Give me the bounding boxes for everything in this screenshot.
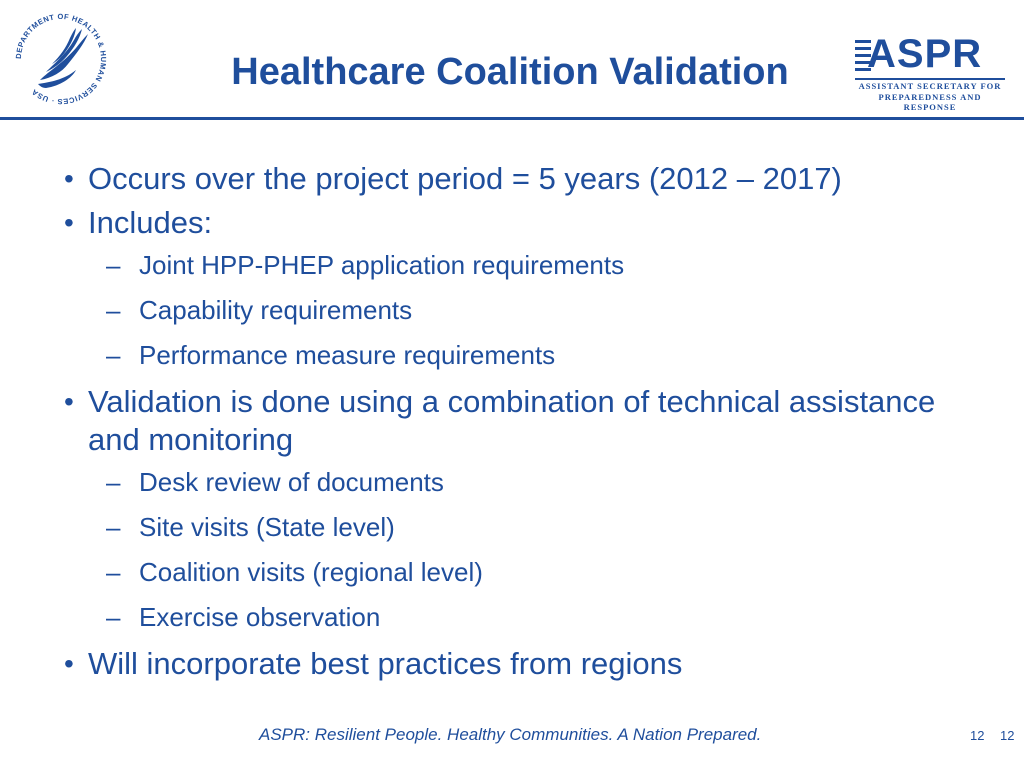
dash-marker: –	[106, 250, 121, 280]
aspr-logo-line2: PREPAREDNESS AND RESPONSE	[878, 92, 982, 112]
sub-bullet-item	[60, 510, 960, 544]
seal-text: DEPARTMENT OF HEALTH & HUMAN SERVICES · USA	[13, 11, 109, 107]
hhs-seal-logo	[10, 8, 112, 110]
slide-title: Healthcare Coalition Validation	[231, 51, 789, 93]
sub-bullet-text: Desk review of documents	[139, 467, 444, 497]
sub-bullet-item	[60, 293, 960, 327]
dash-marker: –	[106, 512, 121, 542]
sub-bullet-text: Coalition visits (regional level)	[139, 557, 483, 587]
dash-marker: –	[106, 340, 121, 370]
bullet-item	[60, 383, 960, 459]
slide-number: 12	[970, 728, 985, 743]
bullet-text: Will incorporate best practices from regions	[88, 646, 683, 681]
bullet-marker: •	[64, 386, 74, 417]
sub-bullet-text: Performance measure requirements	[139, 340, 556, 370]
bullet-marker: •	[64, 648, 74, 679]
dash-marker: –	[106, 295, 121, 325]
sub-bullet-item	[60, 465, 960, 499]
bullet-text: Includes:	[88, 205, 213, 240]
footer-tagline: ASPR: Resilient People. Healthy Communities. A Nation Prepared.	[259, 725, 762, 744]
bullet-marker: •	[64, 207, 74, 238]
bullet-item	[60, 160, 960, 198]
sub-bullet-text: Capability requirements	[139, 295, 413, 325]
bullet-text: Occurs over the project period = 5 years (2012 – 2017)	[88, 161, 842, 196]
bullet-text: Validation is done using a combination of technical assistance and monitoring	[88, 384, 936, 457]
sub-bullet-item	[60, 248, 960, 282]
aspr-logo-rule	[855, 78, 1005, 80]
aspr-logo-line1: ASSISTANT SECRETARY FOR	[858, 81, 1002, 91]
sub-bullet-text: Site visits (State level)	[139, 512, 395, 542]
sub-bullet-item	[60, 555, 960, 589]
dash-marker: –	[106, 557, 121, 587]
sub-bullet-item	[60, 600, 960, 634]
dash-marker: –	[106, 602, 121, 632]
sub-bullet-text: Joint HPP-PHEP application requirements	[139, 250, 625, 280]
bullet-item	[60, 645, 960, 683]
bullet-list	[60, 160, 960, 689]
header-divider	[0, 117, 1024, 120]
slide-number-secondary: 12	[1000, 728, 1015, 743]
bullet-marker: •	[64, 163, 74, 194]
aspr-logo	[855, 32, 1005, 112]
bullet-item	[60, 204, 960, 242]
dash-marker: –	[106, 467, 121, 497]
aspr-logo-word: ASPR	[867, 32, 983, 76]
sub-bullet-item	[60, 338, 960, 372]
sub-bullet-text: Exercise observation	[139, 602, 381, 632]
